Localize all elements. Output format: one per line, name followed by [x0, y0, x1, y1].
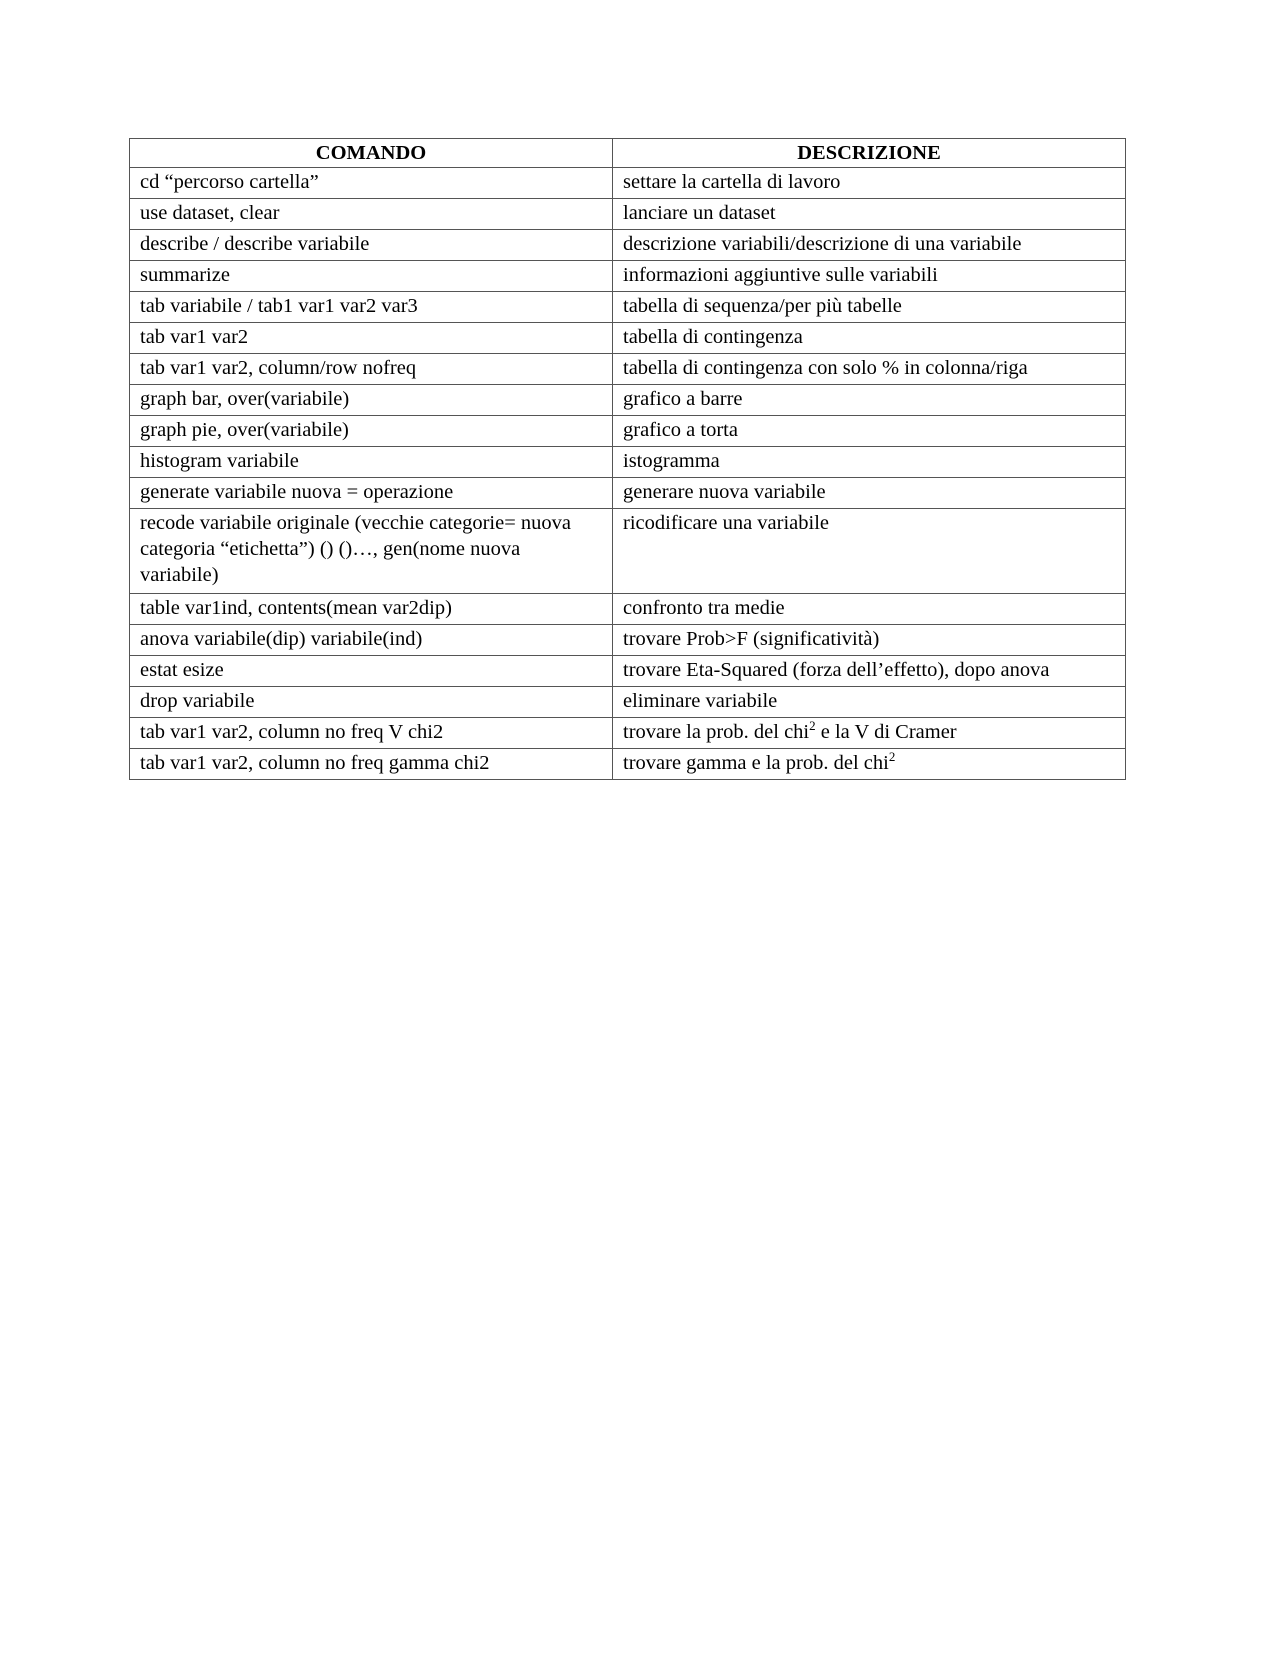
table-row [130, 656, 1126, 687]
table-row [130, 749, 1126, 780]
description-cell: grafico a torta [613, 416, 1126, 447]
command-cell: estat esize [130, 656, 613, 687]
table-row [130, 594, 1126, 625]
description-cell: informazioni aggiuntive sulle variabili [613, 261, 1126, 292]
command-table [129, 138, 1126, 780]
table-row [130, 261, 1126, 292]
table-row [130, 509, 1126, 594]
description-text: trovare gamma e la prob. del chi [623, 752, 889, 774]
command-cell: cd “percorso cartella” [130, 168, 613, 199]
header-row [130, 139, 1126, 168]
description-text: trovare la prob. del chi [623, 721, 810, 743]
table-row [130, 199, 1126, 230]
description-cell: trovare Prob>F (significatività) [613, 625, 1126, 656]
table-row [130, 416, 1126, 447]
table-body [130, 168, 1126, 780]
table-row [130, 718, 1126, 749]
description-cell: grafico a barre [613, 385, 1126, 416]
command-cell: anova variabile(dip) variabile(ind) [130, 625, 613, 656]
description-cell: descrizione variabili/descrizione di una variabile [613, 230, 1126, 261]
command-cell: use dataset, clear [130, 199, 613, 230]
description-cell [613, 749, 1126, 780]
description-cell: tabella di contingenza [613, 323, 1126, 354]
description-text-after: e la V di Cramer [815, 721, 957, 743]
command-cell: tab var1 var2, column no freq gamma chi2 [130, 749, 613, 780]
table-row [130, 447, 1126, 478]
table-header [130, 139, 1126, 168]
command-cell: tab var1 var2, column/row nofreq [130, 354, 613, 385]
description-cell: tabella di sequenza/per più tabelle [613, 292, 1126, 323]
command-cell: drop variabile [130, 687, 613, 718]
superscript: 2 [888, 749, 896, 764]
header-descrizione: DESCRIZIONE [613, 139, 1126, 168]
table-row [130, 168, 1126, 199]
command-cell: graph pie, over(variabile) [130, 416, 613, 447]
description-cell: settare la cartella di lavoro [613, 168, 1126, 199]
description-cell: lanciare un dataset [613, 199, 1126, 230]
command-cell: graph bar, over(variabile) [130, 385, 613, 416]
description-cell: tabella di contingenza con solo % in colonna/riga [613, 354, 1126, 385]
description-cell: eliminare variabile [613, 687, 1126, 718]
table-row [130, 687, 1126, 718]
description-cell: confronto tra medie [613, 594, 1126, 625]
command-cell: generate variabile nuova = operazione [130, 478, 613, 509]
table-row [130, 354, 1126, 385]
table-row [130, 625, 1126, 656]
description-cell: trovare Eta-Squared (forza dell’effetto), dopo anova [613, 656, 1126, 687]
command-cell: histogram variabile [130, 447, 613, 478]
command-cell: table var1ind, contents(mean var2dip) [130, 594, 613, 625]
command-cell: tab variabile / tab1 var1 var2 var3 [130, 292, 613, 323]
table-row [130, 230, 1126, 261]
table-row [130, 478, 1126, 509]
command-cell: recode variabile originale (vecchie categorie= nuova categoria “etichetta”) () ()…, gen(nome nuova variabile) [130, 509, 613, 594]
command-cell: summarize [130, 261, 613, 292]
table-row [130, 323, 1126, 354]
superscript: 2 [809, 718, 816, 733]
command-cell: tab var1 var2, column no freq V chi2 [130, 718, 613, 749]
description-cell: istogramma [613, 447, 1126, 478]
command-cell: tab var1 var2 [130, 323, 613, 354]
description-cell: generare nuova variabile [613, 478, 1126, 509]
command-cell: describe / describe variabile [130, 230, 613, 261]
table-row [130, 292, 1126, 323]
description-cell: ricodificare una variabile [613, 509, 1126, 594]
header-comando: COMANDO [130, 139, 613, 168]
description-cell [613, 718, 1126, 749]
table-row [130, 385, 1126, 416]
